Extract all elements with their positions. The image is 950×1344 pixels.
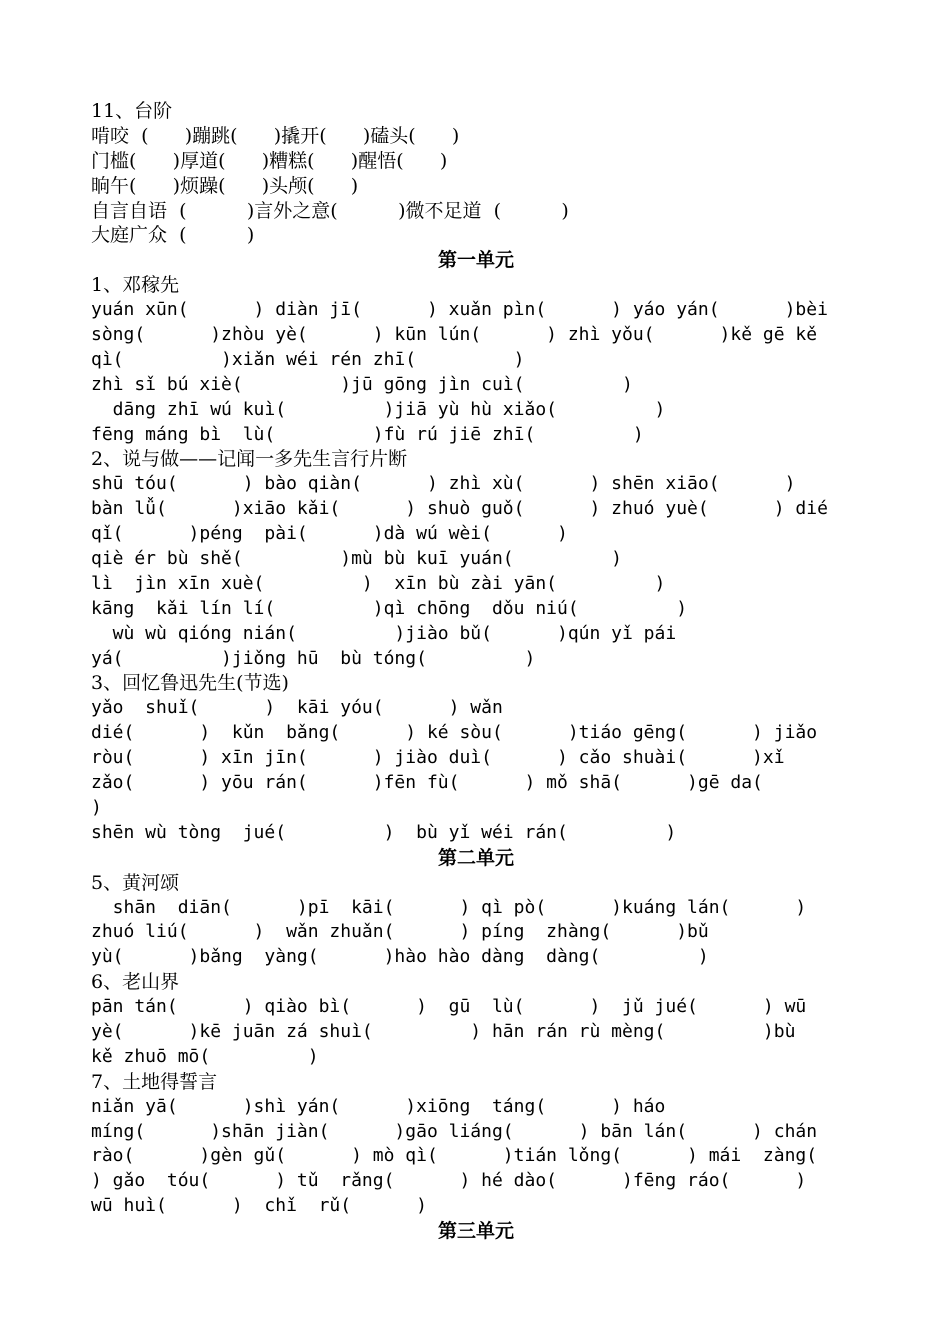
pinyin-line: qì( )xiǎn wéi rén zhī( ) bbox=[91, 348, 525, 370]
pinyin-line: yǎo shuǐ( ) kāi yóu( ) wǎn bbox=[91, 697, 503, 719]
pinyin-line: sòng( )zhòu yè( ) kūn lún( ) zhì yǒu( )kě gē kě bbox=[91, 324, 818, 346]
pinyin-line: rào( )gèn gǔ( ) mò qì( )tián lǒng( ) mái zàng( bbox=[91, 1145, 818, 1167]
pinyin-line: zhì sǐ bú xiè( )jū gōng jìn cuì( ) bbox=[91, 373, 633, 395]
pinyin-line: ròu( ) xīn jīn( ) jiào duì( ) cǎo shuài( )xǐ bbox=[91, 747, 785, 769]
pinyin-line: zǎo( ) yōu rán( )fēn fù( ) mǒ shā( )gē da( bbox=[91, 772, 763, 794]
pinyin-line: míng( )shān jiàn( )gāo liáng( ) bān lán( ) chán bbox=[91, 1120, 818, 1142]
text-line: 11、台阶 bbox=[91, 100, 173, 122]
pinyin-line: dié( ) kǔn bǎng( ) ké sòu( )tiáo gēng( ) jiǎo bbox=[91, 722, 818, 744]
pinyin-line: yuán xūn( ) diàn jī( ) xuǎn pìn( ) yáo yán( )bèi bbox=[91, 299, 828, 321]
text-line: 门槛( )厚道( )糟糕( )醒悟( ) bbox=[91, 149, 448, 172]
unit-heading: 第一单元 bbox=[437, 249, 514, 272]
text-line: 3、回忆鲁迅先生(节选) bbox=[91, 672, 289, 695]
pinyin-line: yù( )bǎng yàng( )hào hào dàng dàng( ) bbox=[91, 946, 709, 968]
pinyin-line: qǐ( )péng pài( )dà wú wèi( ) bbox=[91, 523, 568, 545]
pinyin-line: pān tán( ) qiào bì( ) gū lù( ) jǔ jué( ) wū bbox=[91, 996, 807, 1018]
pinyin-line: fēng máng bì lù( )fù rú jiē zhī( ) bbox=[91, 423, 644, 445]
pinyin-line: wū huì( ) chǐ rǔ( ) bbox=[91, 1195, 427, 1217]
text-line: 6、老山界 bbox=[91, 971, 180, 994]
pinyin-line: niǎn yā( )shì yán( )xiōng táng( ) háo bbox=[91, 1095, 666, 1117]
pinyin-line: lì jìn xīn xuè( ) xīn bù zài yān( ) bbox=[91, 572, 666, 594]
pinyin-line: shēn wù tòng jué( ) bù yǐ wéi rán( ) bbox=[91, 821, 677, 843]
worksheet-body bbox=[91, 99, 861, 1244]
text-line: 晌午( )烦躁( )头颅( ) bbox=[91, 174, 359, 197]
text-line: 2、说与做——记闻一多先生言行片断 bbox=[91, 448, 408, 471]
pinyin-line: ) gǎo tóu( ) tǔ rǎng( ) hé dào( )fēng ráo( ) bbox=[91, 1170, 807, 1192]
unit-heading: 第三单元 bbox=[437, 1220, 514, 1243]
pinyin-line: yá( )jiǒng hū bù tóng( ) bbox=[91, 647, 536, 669]
pinyin-line: ) bbox=[91, 796, 102, 818]
text-line: 啃咬 ( )蹦跳( )撬开( )磕头( ) bbox=[91, 124, 460, 147]
text-line: 自言自语 ( )言外之意( )微不足道 ( ) bbox=[91, 199, 569, 222]
pinyin-line: zhuó liú( ) wǎn zhuǎn( ) píng zhàng( )bǔ bbox=[91, 921, 709, 943]
pinyin-line: kě zhuō mō( ) bbox=[91, 1045, 319, 1067]
pinyin-line: shān diān( )pī kāi( ) qì pò( )kuáng lán( ) bbox=[91, 896, 807, 918]
text-line: 1、邓稼先 bbox=[91, 274, 180, 297]
pinyin-line: bàn lǚ( )xiāo kǎi( ) shuò guǒ( ) zhuó yuè( ) dié bbox=[91, 498, 828, 520]
pinyin-line: kāng kǎi lín lí( )qì chōng dǒu niú( ) bbox=[91, 597, 688, 619]
pinyin-line: wù wù qióng nián( )jiào bǔ( )qún yǐ pái bbox=[91, 622, 677, 644]
text-line: 7、土地得誓言 bbox=[91, 1070, 218, 1093]
pinyin-line: yè( )kē juān zá shuì( ) hān rán rù mèng( )bù bbox=[91, 1020, 796, 1042]
text-line: 5、黄河颂 bbox=[91, 871, 180, 894]
unit-heading: 第二单元 bbox=[437, 846, 514, 869]
text-line: 大庭广众 ( ) bbox=[91, 224, 255, 247]
pinyin-line: shū tóu( ) bào qiàn( ) zhì xù( ) shēn xiāo( ) bbox=[91, 473, 796, 495]
pinyin-line: dāng zhī wú kuì( )jiā yù hù xiǎo( ) bbox=[91, 398, 666, 420]
pinyin-line: qiè ér bù shě( )mù bù kuī yuán( ) bbox=[91, 548, 623, 570]
